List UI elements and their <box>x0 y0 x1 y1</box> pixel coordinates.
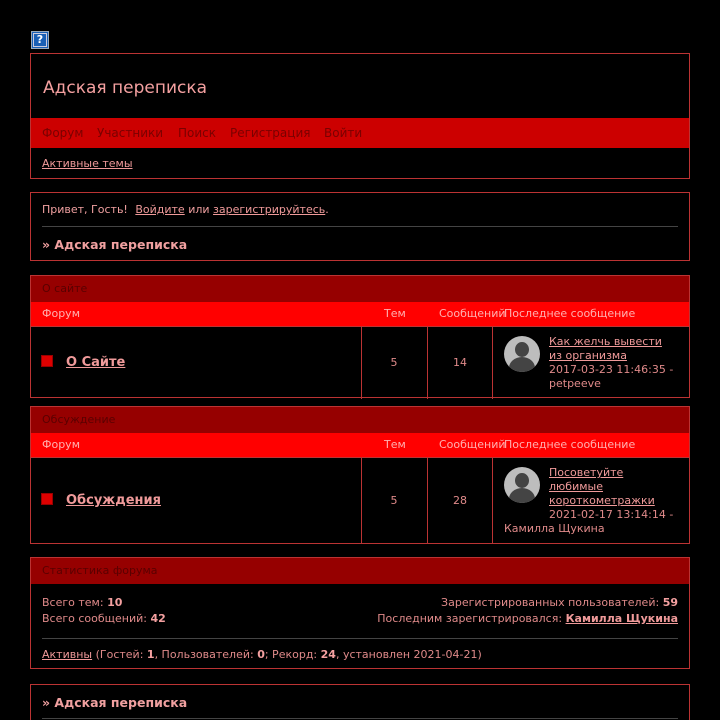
forum-row <box>31 326 689 398</box>
register-link[interactable]: зарегистрируйтесь <box>213 203 326 216</box>
posts-count: 28 <box>453 494 467 507</box>
active-topics-link[interactable]: Активные темы <box>42 157 133 170</box>
last-post <box>549 335 684 391</box>
nav-members[interactable]: Участники <box>97 126 164 140</box>
divider <box>42 226 678 227</box>
col-forum: Форум <box>42 307 80 320</box>
forum-link[interactable]: Обсуждения <box>66 493 161 508</box>
topics-count: 5 <box>390 494 398 507</box>
last-post-date: 2017-03-23 11:46:35 - <box>549 363 674 376</box>
col-topics: Тем <box>384 438 406 451</box>
main-navbar <box>31 118 689 148</box>
last-post-link[interactable]: Посоветуйте любимые короткометражки <box>549 466 655 507</box>
last-post-author: Камилла Щукина <box>504 522 605 535</box>
registered-users: Зарегистрированных пользователей: 59 <box>441 596 678 609</box>
category-title: Обсуждение <box>31 407 689 433</box>
welcome-panel <box>30 192 690 261</box>
category-section <box>30 275 690 398</box>
online-stats: Активны (Гостей: 1, Пользователей: 0; Рекорд: 24, установлен 2021-04-21) <box>42 648 482 661</box>
total-topics: Всего тем: 10 <box>42 596 123 609</box>
col-last: Последнее сообщение <box>504 438 636 451</box>
last-registered: Последним зарегистрировался: Камилла Щукина <box>377 612 678 625</box>
nav-search[interactable]: Поиск <box>178 126 217 140</box>
topics-count: 5 <box>390 356 398 369</box>
posts-count: 14 <box>453 356 467 369</box>
column-headers <box>31 433 689 457</box>
divider <box>42 718 678 719</box>
col-posts: Сообщений <box>439 307 506 320</box>
forum-header <box>30 53 690 179</box>
login-link[interactable]: Войдите <box>135 203 185 216</box>
category-section <box>30 406 690 544</box>
forum-status-icon <box>41 493 53 505</box>
forum-status-icon <box>41 355 53 367</box>
board-title: Адская переписка <box>43 78 208 98</box>
total-posts: Всего сообщений: 42 <box>42 612 166 625</box>
greeting: Привет, Гость! <box>42 203 128 216</box>
footer-panel <box>30 684 690 720</box>
category-title: О сайте <box>31 276 689 302</box>
stats-title: Статистика форума <box>31 558 689 584</box>
last-post-date: 2021-02-17 13:14:14 - <box>549 508 674 521</box>
active-users-link[interactable]: Активны <box>42 648 93 661</box>
nav-forum[interactable]: Форум <box>42 126 84 140</box>
breadcrumb[interactable]: » Адская переписка <box>42 695 188 710</box>
breadcrumb[interactable]: » Адская переписка <box>42 237 188 252</box>
welcome-text <box>42 203 329 216</box>
forum-row <box>31 457 689 543</box>
forum-stats <box>30 557 690 669</box>
last-post-author: petpeeve <box>549 377 601 390</box>
col-topics: Тем <box>384 307 406 320</box>
avatar <box>504 336 540 372</box>
help-icon[interactable]: ? <box>31 31 49 49</box>
dot-text: . <box>325 203 329 216</box>
nav-login[interactable]: Войти <box>324 126 363 140</box>
column-headers <box>31 302 689 326</box>
or-text: или <box>188 203 210 216</box>
last-post <box>549 466 684 522</box>
col-last: Последнее сообщение <box>504 307 636 320</box>
col-posts: Сообщений <box>439 438 506 451</box>
last-post-link[interactable]: Как желчь вывести из организма <box>549 335 662 362</box>
last-registered-user-link[interactable]: Камилла Щукина <box>565 612 678 625</box>
divider <box>42 638 678 639</box>
nav-register[interactable]: Регистрация <box>230 126 311 140</box>
forum-link[interactable]: О Сайте <box>66 355 126 370</box>
avatar <box>504 467 540 503</box>
col-forum: Форум <box>42 438 80 451</box>
